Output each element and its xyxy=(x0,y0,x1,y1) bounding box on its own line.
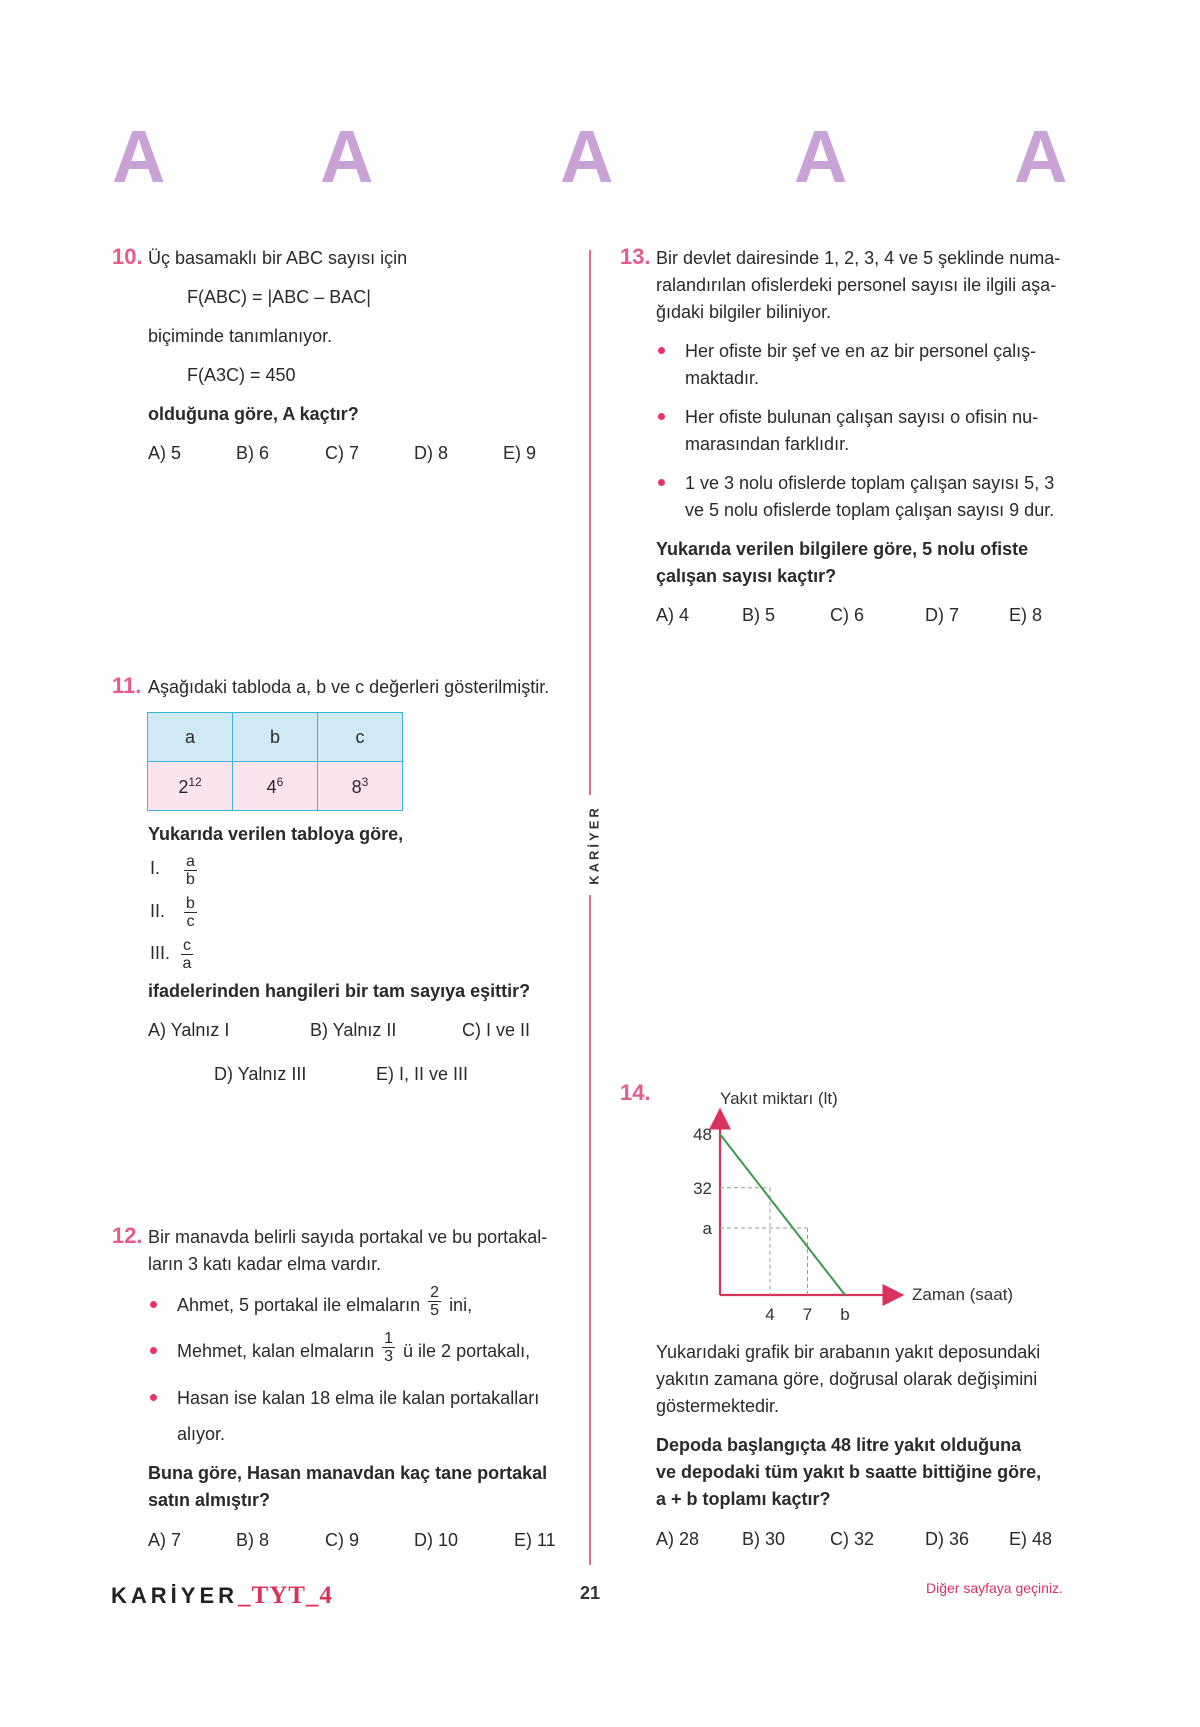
q13-question: Yukarıda verilen bilgilere göre, 5 nolu ofiste xyxy=(656,539,1029,559)
answer-option[interactable]: A) 5 xyxy=(148,443,182,463)
fraction xyxy=(428,1284,441,1319)
denominator: a xyxy=(182,955,192,972)
values-table xyxy=(147,712,403,811)
table-cell xyxy=(233,762,318,811)
q12-bullet: Hasan ise kalan 18 elma ile kalan portakalları xyxy=(177,1388,540,1408)
header-letter: A xyxy=(794,115,848,198)
y-axis-label: Yakıt miktarı (lt) xyxy=(720,1090,838,1108)
answer-option[interactable]: E) 9 xyxy=(503,443,537,463)
fraction xyxy=(181,937,193,972)
answer-option[interactable]: D) 10 xyxy=(414,1530,459,1550)
q11-question: ifadelerinden hangileri bir tam sayıya eşittir? xyxy=(148,981,531,1001)
question-number: 14. xyxy=(620,1080,651,1105)
numerator: 1 xyxy=(384,1329,394,1347)
side-brand-label: KARİYER xyxy=(586,805,602,885)
q12-intro: ların 3 katı kadar elma vardır. xyxy=(148,1254,382,1274)
answer-option[interactable]: A) 4 xyxy=(656,605,690,625)
q13-bullet: maktadır. xyxy=(685,368,760,388)
numerator: b xyxy=(186,895,195,912)
denominator: 3 xyxy=(384,1347,394,1365)
q14-question: a + b toplamı kaçtır? xyxy=(656,1489,831,1509)
denominator: c xyxy=(186,913,195,930)
x-tick-label: 7 xyxy=(802,1305,813,1324)
bullet-icon xyxy=(150,1301,157,1308)
fraction xyxy=(382,1330,395,1365)
q10-formula: F(ABC) = |ABC – BAC| xyxy=(187,287,371,307)
bullet-text: ini, xyxy=(449,1295,473,1315)
q13-bullet: marasından farklıdır. xyxy=(685,434,850,454)
answer-option[interactable]: B) 6 xyxy=(236,443,270,463)
roman-numeral: II. xyxy=(150,901,166,921)
q10-question: olduğuna göre, A kaçtır? xyxy=(148,404,359,424)
answer-option[interactable]: A) Yalnız I xyxy=(148,1020,230,1040)
q13-bullet: Her ofiste bir şef ve en az bir personel çalış- xyxy=(685,341,1037,361)
answer-option[interactable]: B) 30 xyxy=(742,1529,786,1549)
bullet-icon xyxy=(658,413,665,420)
header-letter: A xyxy=(560,115,614,198)
q13-intro: ğıdaki bilgiler biliniyor. xyxy=(656,302,832,322)
q10-defined: biçiminde tanımlanıyor. xyxy=(148,326,333,346)
header-letter: A xyxy=(1014,115,1068,198)
numerator: 2 xyxy=(430,1283,440,1301)
question-number: 12. xyxy=(112,1223,143,1248)
answer-option[interactable]: B) 5 xyxy=(742,605,776,625)
y-tick-label: 48 xyxy=(693,1125,712,1145)
brand-logo: KARİYER xyxy=(111,1583,239,1608)
cell-base: 4 xyxy=(266,776,277,797)
q12-question: satın almıştır? xyxy=(148,1490,271,1510)
roman-numeral: I. xyxy=(150,858,161,878)
bullet-text: Ahmet, 5 portakal ile elmaların xyxy=(177,1295,421,1315)
answer-option[interactable]: C) 6 xyxy=(830,605,865,625)
question-number: 13. xyxy=(620,244,651,269)
column-divider xyxy=(589,250,591,795)
q10-intro: Üç basamaklı bir ABC sayısı için xyxy=(148,248,408,268)
q13-bullet: 1 ve 3 nolu ofislerde toplam çalışan sayısı 5, 3 xyxy=(685,473,1055,493)
answer-option[interactable]: D) Yalnız III xyxy=(214,1064,307,1084)
bullet-text: Mehmet, kalan elmaların xyxy=(177,1341,375,1361)
q12-bullet xyxy=(177,1283,473,1319)
q13-intro: ralandırılan ofislerdeki personel sayısı ile ilgili aşa- xyxy=(656,275,1057,295)
answer-option[interactable]: A) 7 xyxy=(148,1530,182,1550)
table-cell xyxy=(318,762,403,811)
bullet-text: ü ile 2 portakalı, xyxy=(403,1341,531,1361)
q12-question: Buna göre, Hasan manavdan kaç tane portakal xyxy=(148,1463,548,1483)
y-tick-label: a xyxy=(702,1219,712,1238)
numerator: a xyxy=(186,853,195,870)
answer-option[interactable]: E) I, II ve III xyxy=(376,1064,469,1084)
q11-intro: Aşağıdaki tabloda a, b ve c değerleri gösterilmiştir. xyxy=(148,677,550,697)
footer-brand xyxy=(111,1582,333,1610)
fuel-line xyxy=(720,1134,845,1295)
q14-description: yakıtın zamana göre, doğrusal olarak değişimini xyxy=(656,1369,1038,1389)
cell-base: 8 xyxy=(351,776,362,797)
denominator: b xyxy=(186,871,195,888)
table-header: a xyxy=(148,713,233,762)
cell-exponent: 12 xyxy=(188,774,202,789)
next-page-note: Diğer sayfaya geçiniz. xyxy=(926,1580,1063,1596)
q14-description: göstermektedir. xyxy=(656,1396,780,1416)
q13-bullet: ve 5 nolu ofislerde toplam çalışan sayısı 9 dur. xyxy=(685,500,1055,520)
question-number: 10. xyxy=(112,244,143,269)
answer-option[interactable]: B) 8 xyxy=(236,1530,270,1550)
bullet-icon xyxy=(150,1347,157,1354)
x-axis-label: Zaman (saat) xyxy=(912,1285,1014,1304)
bullet-icon xyxy=(150,1394,157,1401)
roman-numeral: III. xyxy=(150,943,171,963)
x-tick-label: b xyxy=(840,1305,850,1324)
numerator: c xyxy=(183,937,191,954)
question-number: 11. xyxy=(112,673,142,698)
q14-description: Yukarıdaki grafik bir arabanın yakıt deposundaki xyxy=(656,1342,1041,1362)
x-tick-label: 4 xyxy=(765,1305,775,1324)
bullet-icon xyxy=(658,347,665,354)
q11-lead: Yukarıda verilen tabloya göre, xyxy=(148,824,404,844)
answer-option[interactable]: C) 9 xyxy=(325,1530,360,1550)
q12-bullet xyxy=(177,1329,531,1365)
q12-intro: Bir manavda belirli sayıda portakal ve bu portakal- xyxy=(148,1227,548,1247)
answer-option[interactable]: C) I ve II xyxy=(462,1020,531,1040)
answer-option[interactable]: A) 28 xyxy=(656,1529,700,1549)
cell-base: 2 xyxy=(178,776,189,797)
header-letter: A xyxy=(112,115,166,198)
answer-option[interactable]: B) Yalnız II xyxy=(310,1020,397,1040)
answer-option[interactable]: D) 7 xyxy=(925,605,960,625)
answer-option[interactable]: D) 8 xyxy=(414,443,449,463)
q10-given: F(A3C) = 450 xyxy=(187,365,296,385)
cell-exponent: 3 xyxy=(361,774,369,789)
answer-option[interactable]: C) 7 xyxy=(325,443,360,463)
q14-question: ve depodaki tüm yakıt b saatte bittiğine göre, xyxy=(656,1462,1042,1482)
answer-option[interactable]: E) 11 xyxy=(514,1530,556,1550)
answer-option[interactable]: E) 48 xyxy=(1009,1529,1053,1549)
header-letter: A xyxy=(320,115,374,198)
table-cell xyxy=(148,762,233,811)
bullet-icon xyxy=(658,479,665,486)
page-number: 21 xyxy=(580,1583,601,1603)
answer-option[interactable]: C) 32 xyxy=(830,1529,875,1549)
table-header: c xyxy=(318,713,403,762)
q13-bullet: Her ofiste bulunan çalışan sayısı o ofisin nu- xyxy=(685,407,1039,427)
q13-intro: Bir devlet dairesinde 1, 2, 3, 4 ve 5 şeklinde numa- xyxy=(656,248,1061,268)
column-divider xyxy=(589,895,591,1565)
q13-question: çalışan sayısı kaçtır? xyxy=(656,566,837,586)
cell-exponent: 6 xyxy=(276,774,284,789)
answer-option[interactable]: D) 36 xyxy=(925,1529,970,1549)
table-header: b xyxy=(233,713,318,762)
fuel-chart xyxy=(680,1090,1040,1330)
y-tick-label: 32 xyxy=(693,1178,712,1198)
fraction xyxy=(184,853,197,888)
fraction xyxy=(184,895,197,930)
q14-question: Depoda başlangıçta 48 litre yakıt olduğuna xyxy=(656,1435,1022,1455)
denominator: 5 xyxy=(430,1301,440,1319)
answer-option[interactable]: E) 8 xyxy=(1009,605,1043,625)
footer-series: _TYT_4 xyxy=(238,1582,333,1609)
q12-bullet: alıyor. xyxy=(177,1424,226,1444)
